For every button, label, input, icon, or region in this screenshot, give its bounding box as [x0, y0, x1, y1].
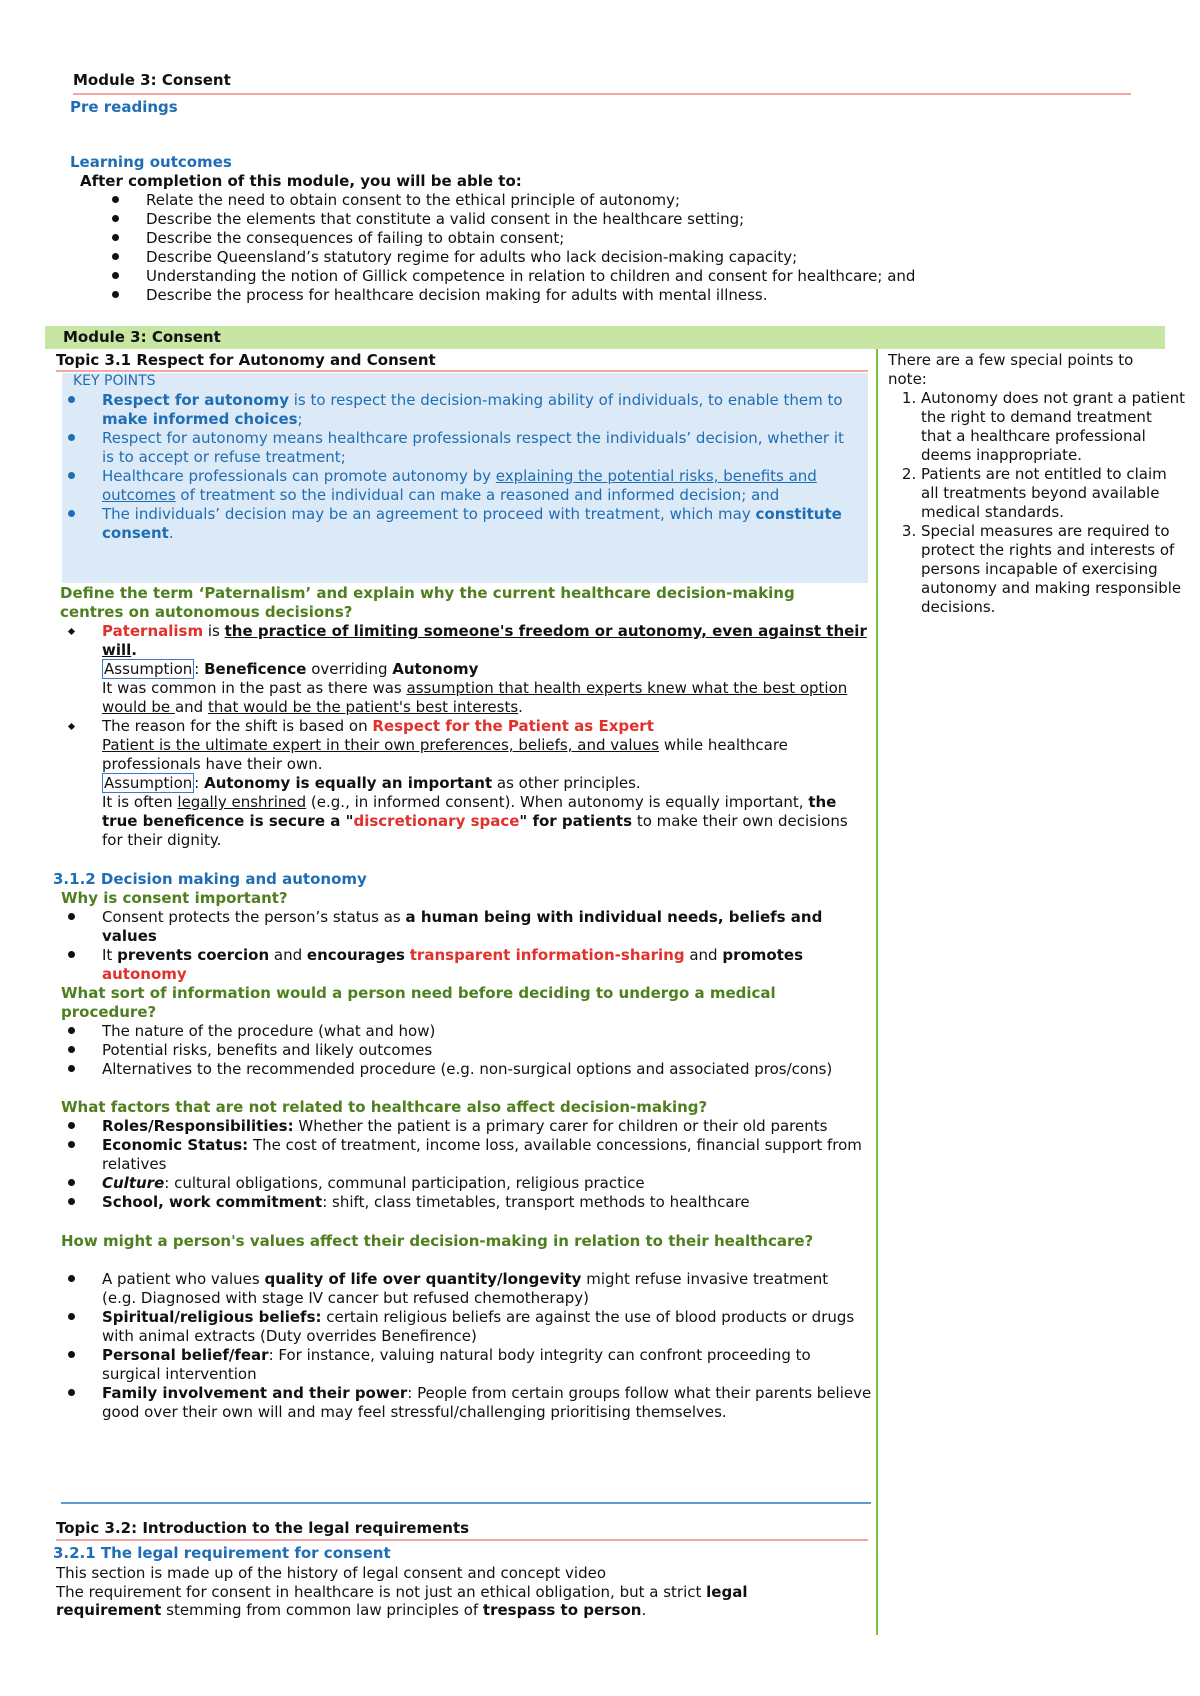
side-note-intro: There are a few special points to note:	[888, 351, 1134, 388]
question-paternalism: Define the term ‘Paternalism’ and explain why the current healthcare decision-making centres on autonomous decisions?	[60, 584, 795, 621]
topic-3-2-title: Topic 3.2: Introduction to the legal requirements	[56, 1519, 470, 1537]
list-item: Describe the process for healthcare decision making for adults with mental illness.	[146, 286, 915, 305]
list-item: Roles/Responsibilities: Whether the patient is a primary carer for children or their old parents	[102, 1117, 872, 1136]
list-item: Personal belief/fear: For instance, valuing natural body integrity can confront proceeding to surgical intervention	[102, 1346, 872, 1384]
list-item: The individuals’ decision may be an agreement to proceed with treatment, which may constitute consent.	[102, 505, 848, 543]
list-item: Describe the elements that constitute a valid consent in the healthcare setting;	[146, 210, 915, 229]
information-list	[102, 1022, 862, 1079]
list-item: Paternalism is the practice of limiting someone's freedom or autonomy, even against their will. Assumption : Beneficence overriding Autonomy It was common in the past as there was assumption that health experts knew what the best option would be and that would be the patient's best interests.	[102, 622, 867, 716]
list-item: The nature of the procedure (what and how)	[102, 1022, 862, 1041]
factors-list	[102, 1117, 872, 1212]
question-information: What sort of information would a person need before deciding to undergo a medical procedure?	[61, 984, 776, 1021]
list-item: Describe Queensland’s statutory regime for adults who lack decision-making capacity;	[146, 248, 915, 267]
column-divider	[876, 349, 878, 1635]
topic-rule	[56, 1539, 868, 1541]
question-values: How might a person's values affect their decision-making in relation to their healthcare?	[61, 1232, 814, 1250]
question-why-consent: Why is consent important?	[61, 889, 288, 907]
why-consent-list	[102, 908, 862, 984]
list-item: The reason for the shift is based on Respect for the Patient as Expert Patient is the ultimate expert in their own preferences, beliefs, and values while healthcare professionals have their own. Assumption : Autonomy is equally an important as other principles. It is often legally enshrined (e.g., in informed consent). When autonomy is equally important, the true beneficence is secure a "discretionary space" for patients to make their own decisions for their dignity.	[102, 717, 867, 850]
learning-outcomes-list	[146, 191, 915, 305]
pre-readings-heading: Pre readings	[70, 98, 178, 116]
list-item: Potential risks, benefits and likely outcomes	[102, 1041, 862, 1060]
list-item: A patient who values quality of life over quantity/longevity might refuse invasive treatment (e.g. Diagnosed with stage IV cancer but refused chemotherapy)	[102, 1270, 872, 1308]
list-item: 2. Patients are not entitled to claim all treatments beyond available medical standards.	[921, 465, 1186, 522]
paragraph: This section is made up of the history of legal consent and concept video	[56, 1564, 606, 1582]
learning-outcomes-intro: After completion of this module, you will be able to:	[80, 172, 522, 190]
list-item: School, work commitment: shift, class timetables, transport methods to healthcare	[102, 1193, 872, 1212]
list-item: Economic Status: The cost of treatment, income loss, available concessions, financial support from relatives	[102, 1136, 872, 1174]
assumption-label: Assumption	[104, 774, 193, 792]
list-item: Consent protects the person’s status as a human being with individual needs, beliefs and values	[102, 908, 862, 946]
module-title: Module 3: Consent	[73, 71, 231, 89]
list-item: Respect for autonomy means healthcare professionals respect the individuals’ decision, whether it is to accept or refuse treatment;	[102, 429, 848, 467]
list-item: Understanding the notion of Gillick competence in relation to children and consent for healthcare; and	[146, 267, 916, 285]
list-item: 1. Autonomy does not grant a patient the right to demand treatment that a healthcare professional deems inappropriate.	[921, 389, 1186, 465]
question-factors: What factors that are not related to healthcare also affect decision-making?	[61, 1098, 708, 1116]
module-band-title: Module 3: Consent	[63, 328, 221, 346]
topic-rule	[56, 370, 868, 372]
list-item: Alternatives to the recommended procedure (e.g. non-surgical options and associated pros/cons)	[102, 1060, 862, 1079]
list-item: Respect for autonomy is to respect the decision-making ability of individuals, to enable them to make informed choices;	[102, 391, 848, 429]
section-3-2-1-title: 3.2.1 The legal requirement for consent	[53, 1544, 391, 1562]
list-item: Healthcare professionals can promote autonomy by explaining the potential risks, benefits and outcomes of treatment so the individual can make a reasoned and informed decision; and	[102, 467, 848, 505]
key-points-label: KEY POINTS	[73, 373, 156, 389]
section-divider	[61, 1502, 871, 1504]
values-list	[102, 1270, 872, 1422]
list-item: Spiritual/religious beliefs: certain religious beliefs are against the use of blood products or drugs with animal extracts (Duty overrides Benefirence)	[102, 1308, 872, 1346]
paternalism-list	[102, 622, 867, 850]
list-item: 3. Special measures are required to protect the rights and interests of persons incapable of exercising autonomy and making responsible decisions.	[921, 522, 1186, 617]
topic-3-1-title: Topic 3.1 Respect for Autonomy and Consent	[56, 351, 436, 369]
section-3-1-2-title: 3.1.2 Decision making and autonomy	[53, 870, 367, 888]
title-rule	[73, 93, 1131, 95]
paragraph: The requirement for consent in healthcare is not just an ethical obligation, but a strict legal requirement stemming from common law principles of trespass to person.	[56, 1583, 748, 1619]
module-band	[45, 326, 1165, 349]
key-points-list	[102, 391, 848, 543]
learning-outcomes-heading: Learning outcomes	[70, 153, 232, 171]
side-note-list	[888, 389, 1186, 617]
assumption-label: Assumption	[104, 660, 193, 678]
list-item: Describe the consequences of failing to obtain consent;	[146, 229, 915, 248]
list-item: Culture: cultural obligations, communal participation, religious practice	[102, 1174, 872, 1193]
list-item: Family involvement and their power: People from certain groups follow what their parents believe good over their own will and may feel stressful/challenging prioritising themselves.	[102, 1384, 872, 1421]
list-item: It prevents coercion and encourages transparent information-sharing and promotes autonomy	[102, 946, 862, 984]
list-item: Relate the need to obtain consent to the ethical principle of autonomy;	[146, 191, 915, 210]
